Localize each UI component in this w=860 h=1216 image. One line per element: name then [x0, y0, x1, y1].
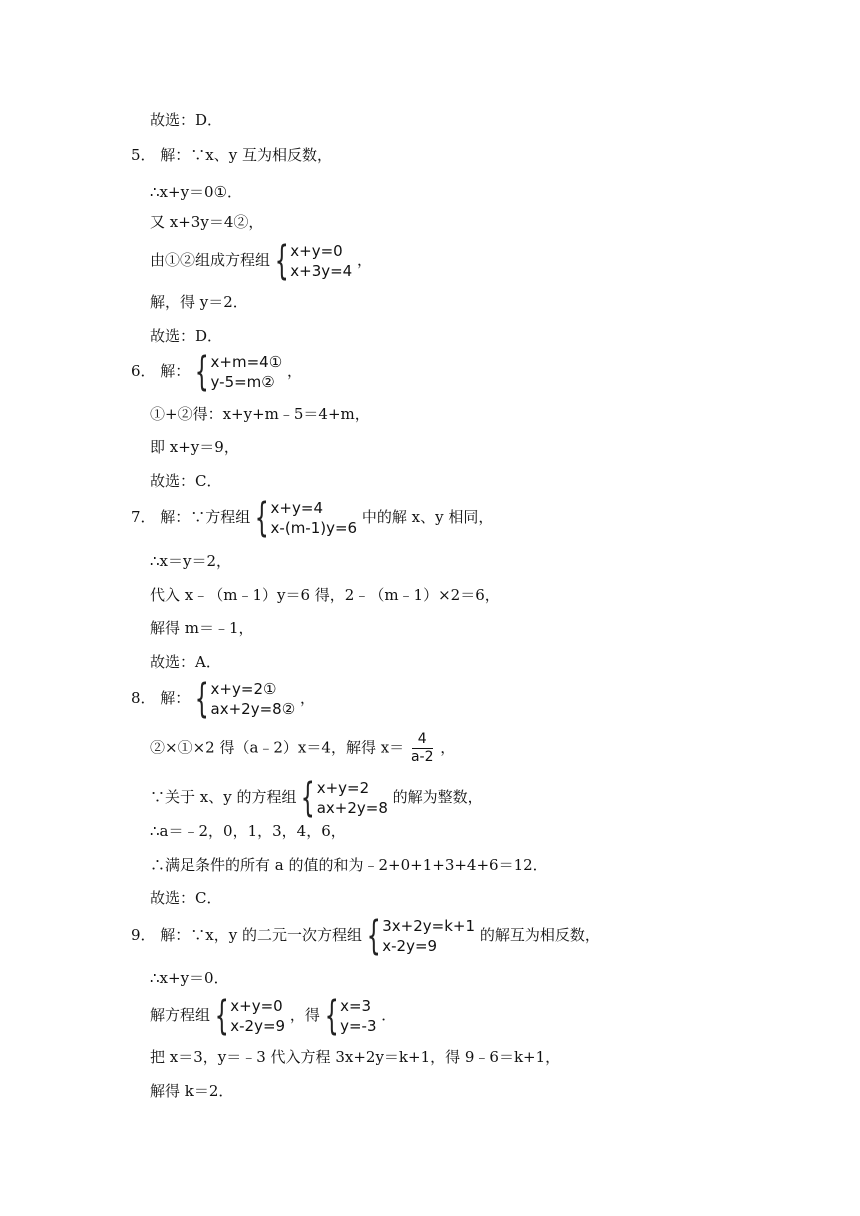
solution-line	[150, 437, 239, 457]
text: 5． 解：∵x、y 互为相反数，	[131, 146, 333, 164]
brace-icon: {	[254, 495, 269, 541]
text: 故选：C．	[150, 472, 222, 490]
solution-line	[150, 182, 242, 202]
text: 的解为整数，	[392, 788, 483, 806]
text: 故选：D．	[150, 327, 223, 345]
text: ，得	[289, 1006, 320, 1024]
text: ①+②得：x+y+m﹣5＝4+m，	[150, 405, 370, 423]
equation: x+y=4	[270, 499, 323, 517]
numerator: 4	[412, 731, 433, 749]
text: 解方程组	[150, 1006, 211, 1024]
equation-system	[194, 676, 296, 722]
brace-icon: {	[194, 349, 209, 395]
text: 8． 解：	[131, 689, 191, 707]
solution-line	[150, 618, 254, 638]
equation: x+y=2①	[210, 680, 277, 698]
equation-system	[214, 993, 286, 1039]
text: 7． 解：∵方程组	[131, 508, 251, 526]
problem-9-header	[131, 913, 600, 959]
text: 故选：A．	[150, 653, 221, 671]
equation: ax+2y=8②	[210, 700, 296, 718]
brace-icon: {	[194, 676, 209, 722]
equation-system	[274, 238, 353, 284]
equation-system	[366, 913, 476, 959]
solution-line	[150, 551, 231, 571]
equation-system	[254, 495, 358, 541]
text: 解，得 y＝2．	[150, 293, 248, 311]
equation: 3x+2y=k+1	[382, 917, 476, 935]
text: 即 x+y＝9，	[150, 438, 239, 456]
equation: x+3y=4	[290, 262, 353, 280]
equation-system	[300, 775, 388, 821]
solution-line	[150, 993, 397, 1039]
text: 中的解 x、y 相同，	[361, 508, 494, 526]
equation-system	[324, 993, 377, 1039]
brace-icon: {	[214, 993, 229, 1039]
fraction	[411, 731, 434, 766]
solution-line	[150, 404, 370, 424]
text: ∵关于 x、y 的方程组	[150, 788, 297, 806]
solution-line	[150, 1047, 560, 1067]
equation: x=3	[340, 997, 372, 1015]
text: ，	[286, 362, 302, 380]
text: ，	[357, 251, 373, 269]
solution-line	[150, 731, 455, 766]
equation: ax+2y=8	[316, 799, 388, 817]
text: ②×①×2 得（a﹣2）x＝4，解得 x＝	[150, 738, 405, 757]
text: 又 x+3y＝4②，	[150, 213, 264, 231]
problem-8-header	[131, 676, 315, 722]
text: ∴a＝﹣2，0，1，3，4，6，	[150, 822, 346, 840]
solution-line	[150, 585, 500, 605]
answer-line	[150, 471, 221, 491]
equation: x-(m-1)y=6	[270, 519, 358, 537]
equation: x+y=0	[290, 242, 343, 260]
problem-5-header	[131, 145, 332, 165]
equation: y-5=m②	[210, 373, 275, 391]
text: ∴x+y＝0①．	[150, 183, 243, 201]
text: 故选：D．	[150, 111, 223, 129]
brace-icon: {	[300, 775, 315, 821]
text: 代入 x﹣（m﹣1）y＝6 得，2﹣（m﹣1）×2＝6，	[150, 586, 500, 604]
equation-system	[194, 349, 283, 395]
text: ，	[299, 689, 315, 707]
text: ，	[440, 738, 456, 757]
answer-line	[150, 326, 222, 346]
solution-line	[150, 238, 373, 284]
text: 9． 解：∵x，y 的二元一次方程组	[131, 926, 363, 944]
solution-line	[150, 821, 346, 841]
text: 故选：C．	[150, 889, 222, 907]
text: 6． 解：	[131, 362, 191, 380]
equation: x-2y=9	[230, 1017, 286, 1035]
text: 解得 k＝2．	[150, 1082, 234, 1100]
solution-line	[150, 292, 248, 312]
solution-line	[150, 968, 229, 988]
text: 由①②组成方程组	[150, 251, 271, 269]
denominator: a-2	[410, 749, 434, 765]
brace-icon: {	[366, 913, 381, 959]
text: ∴满足条件的所有 a 的值的和为﹣2+0+1+3+4+6＝12．	[150, 856, 548, 874]
text: ∴x+y＝0．	[150, 969, 229, 987]
brace-icon: {	[324, 993, 339, 1039]
answer-line	[150, 110, 222, 130]
brace-icon: {	[274, 238, 289, 284]
equation: x+m=4①	[210, 353, 283, 371]
equation: x-2y=9	[382, 937, 438, 955]
text: 把 x＝3，y＝﹣3 代入方程 3x+2y＝k+1，得 9﹣6＝k+1，	[150, 1048, 561, 1066]
problem-7-header	[131, 495, 494, 541]
text: 的解互为相反数，	[479, 926, 600, 944]
text: ．	[381, 1006, 397, 1024]
text: ∴x＝y＝2，	[150, 552, 232, 570]
solution-line	[150, 775, 483, 821]
answer-line	[150, 888, 221, 908]
text: 解得 m＝﹣1，	[150, 619, 254, 637]
solution-line	[150, 1081, 233, 1101]
solution-line	[150, 855, 548, 875]
equation: x+y=0	[230, 997, 283, 1015]
equation: y=-3	[340, 1017, 377, 1035]
solution-line	[150, 212, 263, 232]
answer-line	[150, 652, 221, 672]
equation: x+y=2	[316, 779, 370, 797]
problem-6-header	[131, 349, 302, 395]
